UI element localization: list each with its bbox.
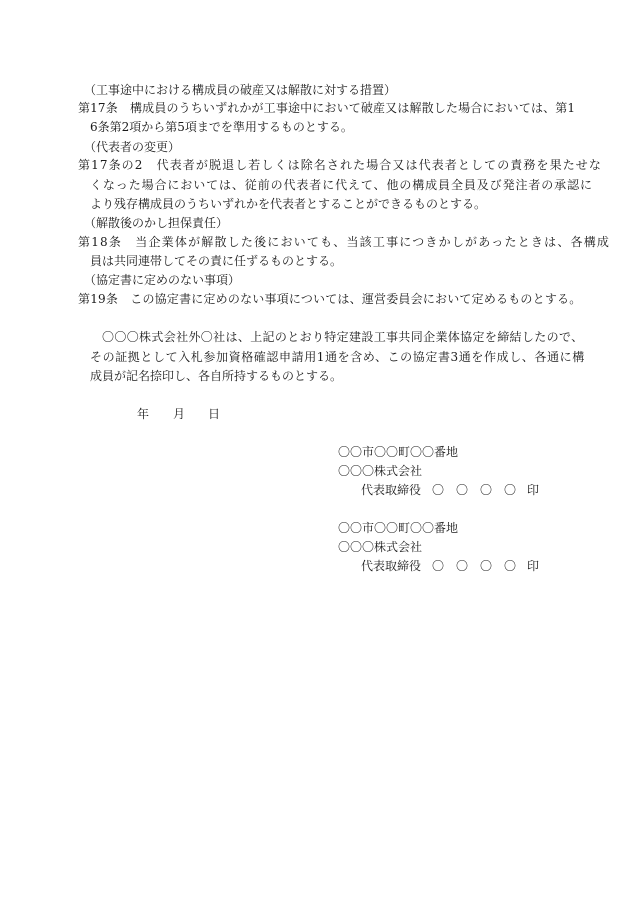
- article-line: 6条第2項から第5項までを準用するものとする。: [90, 120, 353, 134]
- article-line: 第19条 この協定書に定めのない事項については、運営委員会において定めるものとする。: [78, 292, 582, 306]
- signatory-seal: 印: [527, 559, 540, 573]
- article-line: より残存構成員のうちいずれかを代表者とすることができるものとする。: [90, 197, 487, 211]
- article-heading: （工事途中における構成員の破産又は解散に対する措置）: [84, 83, 397, 97]
- article-line: 員は共同連帯してその責に任ずるものとする。: [90, 254, 343, 268]
- closing-line: その証拠として入札参加資格確認申請用1通を含め、この協定書3通を作成し、各通に構: [90, 350, 585, 364]
- date-month: 月: [173, 407, 186, 421]
- article-line: 第18条 当企業体が解散した後においても、当該工事につきかしがあったときは、各構成: [78, 235, 611, 249]
- signatory-name: 〇 〇 〇 〇: [432, 559, 517, 573]
- date-day: 日: [208, 407, 221, 421]
- article-line: くなった場合においては、従前の代表者に代えて、他の構成員全員及び発注者の承認に: [90, 178, 593, 192]
- article-line: 第17条 構成員のうちいずれかが工事途中において破産又は解散した場合においては、第1: [78, 101, 576, 115]
- signatory-company: 〇〇〇株式会社: [338, 540, 423, 554]
- signatory-seal: 印: [527, 483, 540, 497]
- date-year: 年: [137, 407, 150, 421]
- signatory-address: 〇〇市〇〇町〇〇番地: [338, 521, 459, 535]
- signatory-title: 代表取締役: [361, 559, 422, 573]
- closing-line: 〇〇〇株式会社外〇社は、上記のとおり特定建設工事共同企業体協定を締結したので、: [102, 330, 584, 344]
- closing-line: 成員が記名捺印し、各自所持するものとする。: [90, 369, 343, 383]
- signatory-company: 〇〇〇株式会社: [338, 464, 423, 478]
- signatory-name: 〇 〇 〇 〇: [432, 483, 517, 497]
- signatory-address: 〇〇市〇〇町〇〇番地: [338, 445, 459, 459]
- article-heading: （代表者の変更）: [84, 140, 181, 154]
- signatory-title: 代表取締役: [361, 483, 422, 497]
- article-heading: （解散後のかし担保責任）: [84, 216, 229, 230]
- article-heading: （協定書に定めのない事項）: [84, 273, 241, 287]
- article-line: 第17条の2 代表者が脱退し若しくは除名された場合又は代表者としての責務を果たせな: [78, 158, 603, 172]
